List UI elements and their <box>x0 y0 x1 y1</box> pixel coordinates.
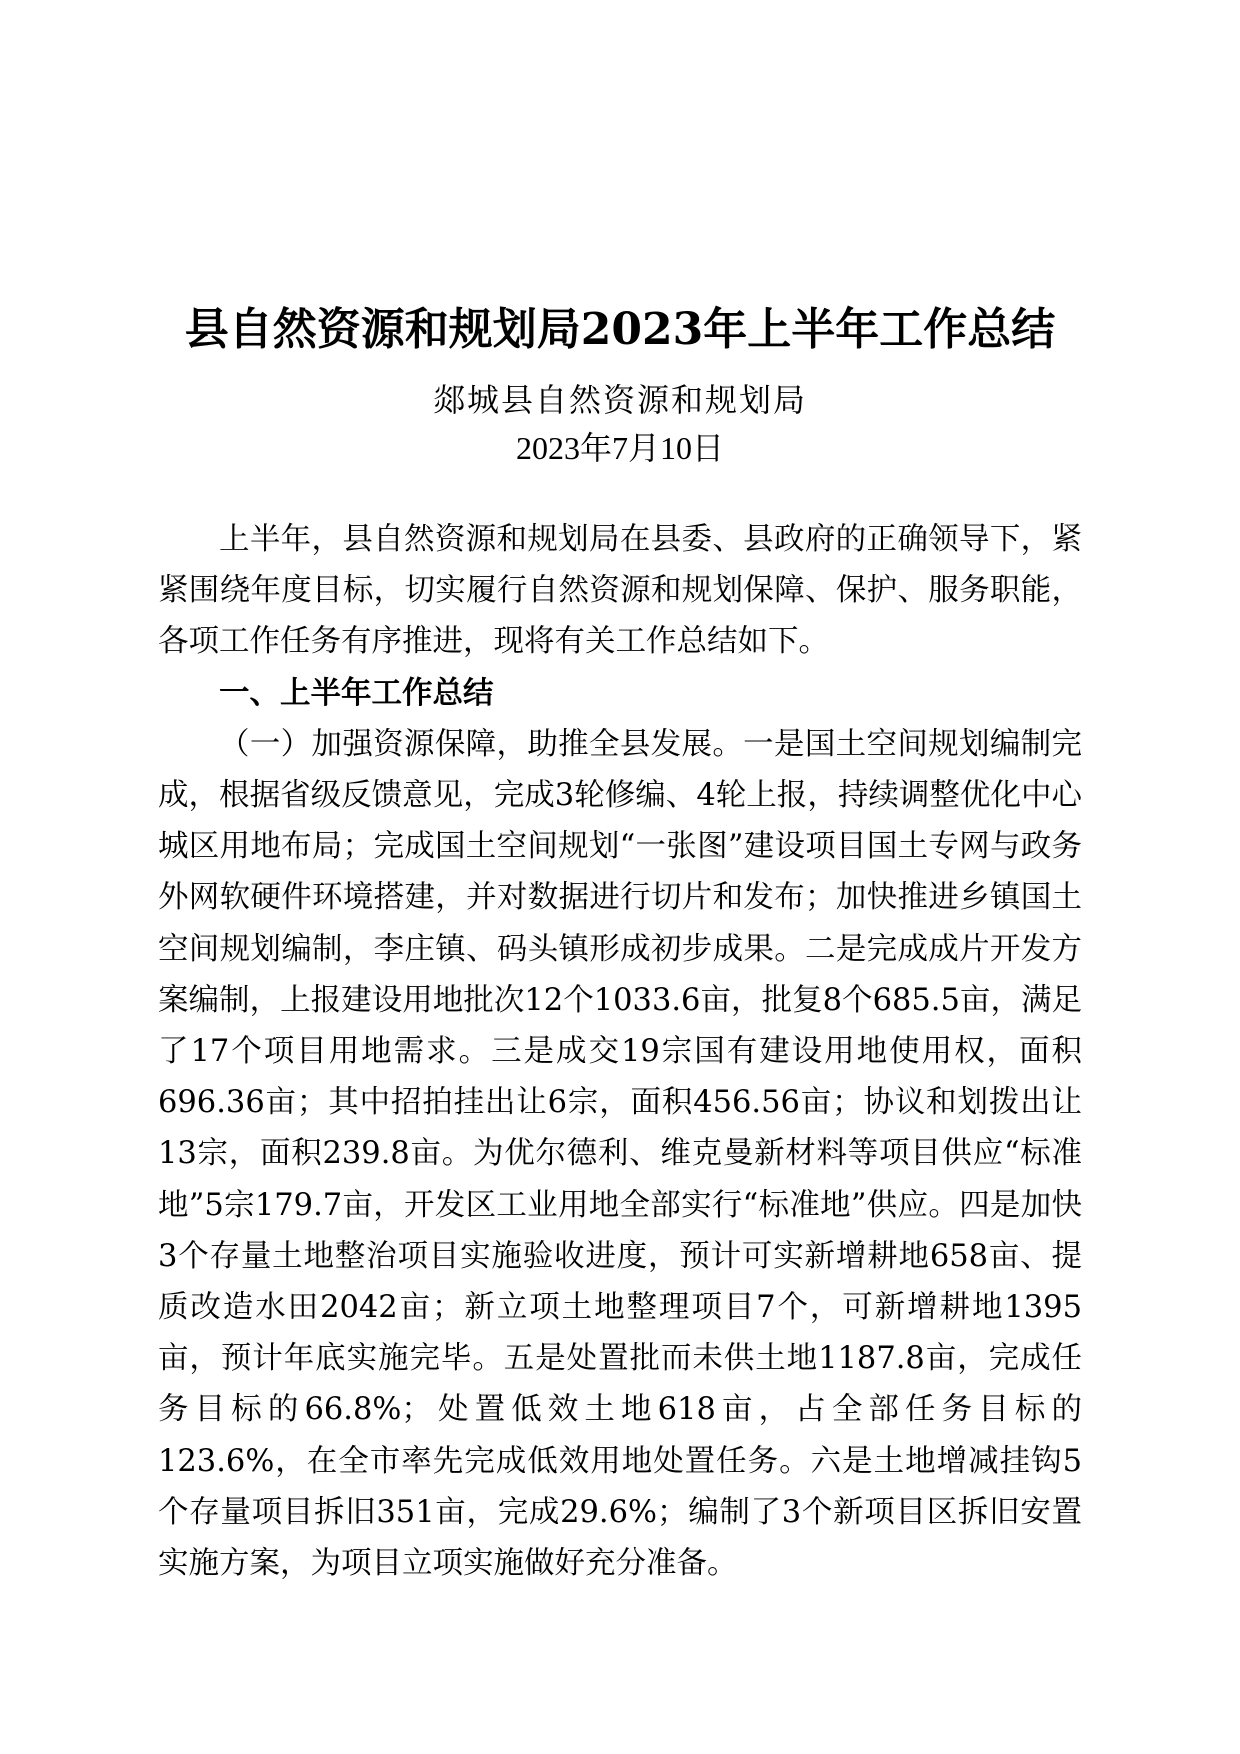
body-paragraph: （一）加强资源保障，助推全县发展。一是国土空间规划编制完成，根据省级反馈意见，完成3轮修编、4轮上报，持续调整优化中心城区用地布局；完成国土空间规划“一张图”建设项目国土专网与政务外网软硬件环境搭建，并对数据进行切片和发布；加快推进乡镇国土空间规划编制，李庄镇、码头镇形成初步成果。二是完成成片开发方案编制，上报建设用地批次12个1033.6亩，批复8个685.5亩，满足了17个项目用地需求。三是成交19宗国有建设用地使用权，面积696.36亩；其中招拍挂出让6宗，面积456.56亩；协议和划拨出让13宗，面积239.8亩。为优尔德利、维克曼新材料等项目供应“标准地”5宗179.7亩，开发区工业用地全部实行“标准地”供应。四是加快3个存量土地整治项目实施验收进度，预计可实新增耕地658亩、提质改造水田2042亩；新立项土地整理项目7个，可新增耕地1395亩，预计年底实施完毕。五是处置批而未供土地1187.8亩，完成任务目标的66.8%；处置低效土地618亩，占全部任务目标的123.6%，在全市率先完成低效用地处置任务。六是土地增减挂钩5个存量项目拆旧351亩，完成29.6%；编制了3个新项目区拆旧安置实施方案，为项目立项实施做好充分准备。 <box>158 726 1082 1582</box>
document-body <box>158 514 1082 1589</box>
document-date: 2023年7月10日 <box>515 430 724 466</box>
section-heading: 一、上半年工作总结 <box>219 675 494 711</box>
intro-paragraph: 上半年，县自然资源和规划局在县委、县政府的正确领导下，紧紧围绕年度目标，切实履行自然资源和规划保障、保护、服务职能，各项工作任务有序推进，现将有关工作总结如下。 <box>158 522 1082 660</box>
document-title: 县自然资源和规划局2023年上半年工作总结 <box>184 304 1056 355</box>
document-author: 郯城县自然资源和规划局 <box>432 381 807 419</box>
